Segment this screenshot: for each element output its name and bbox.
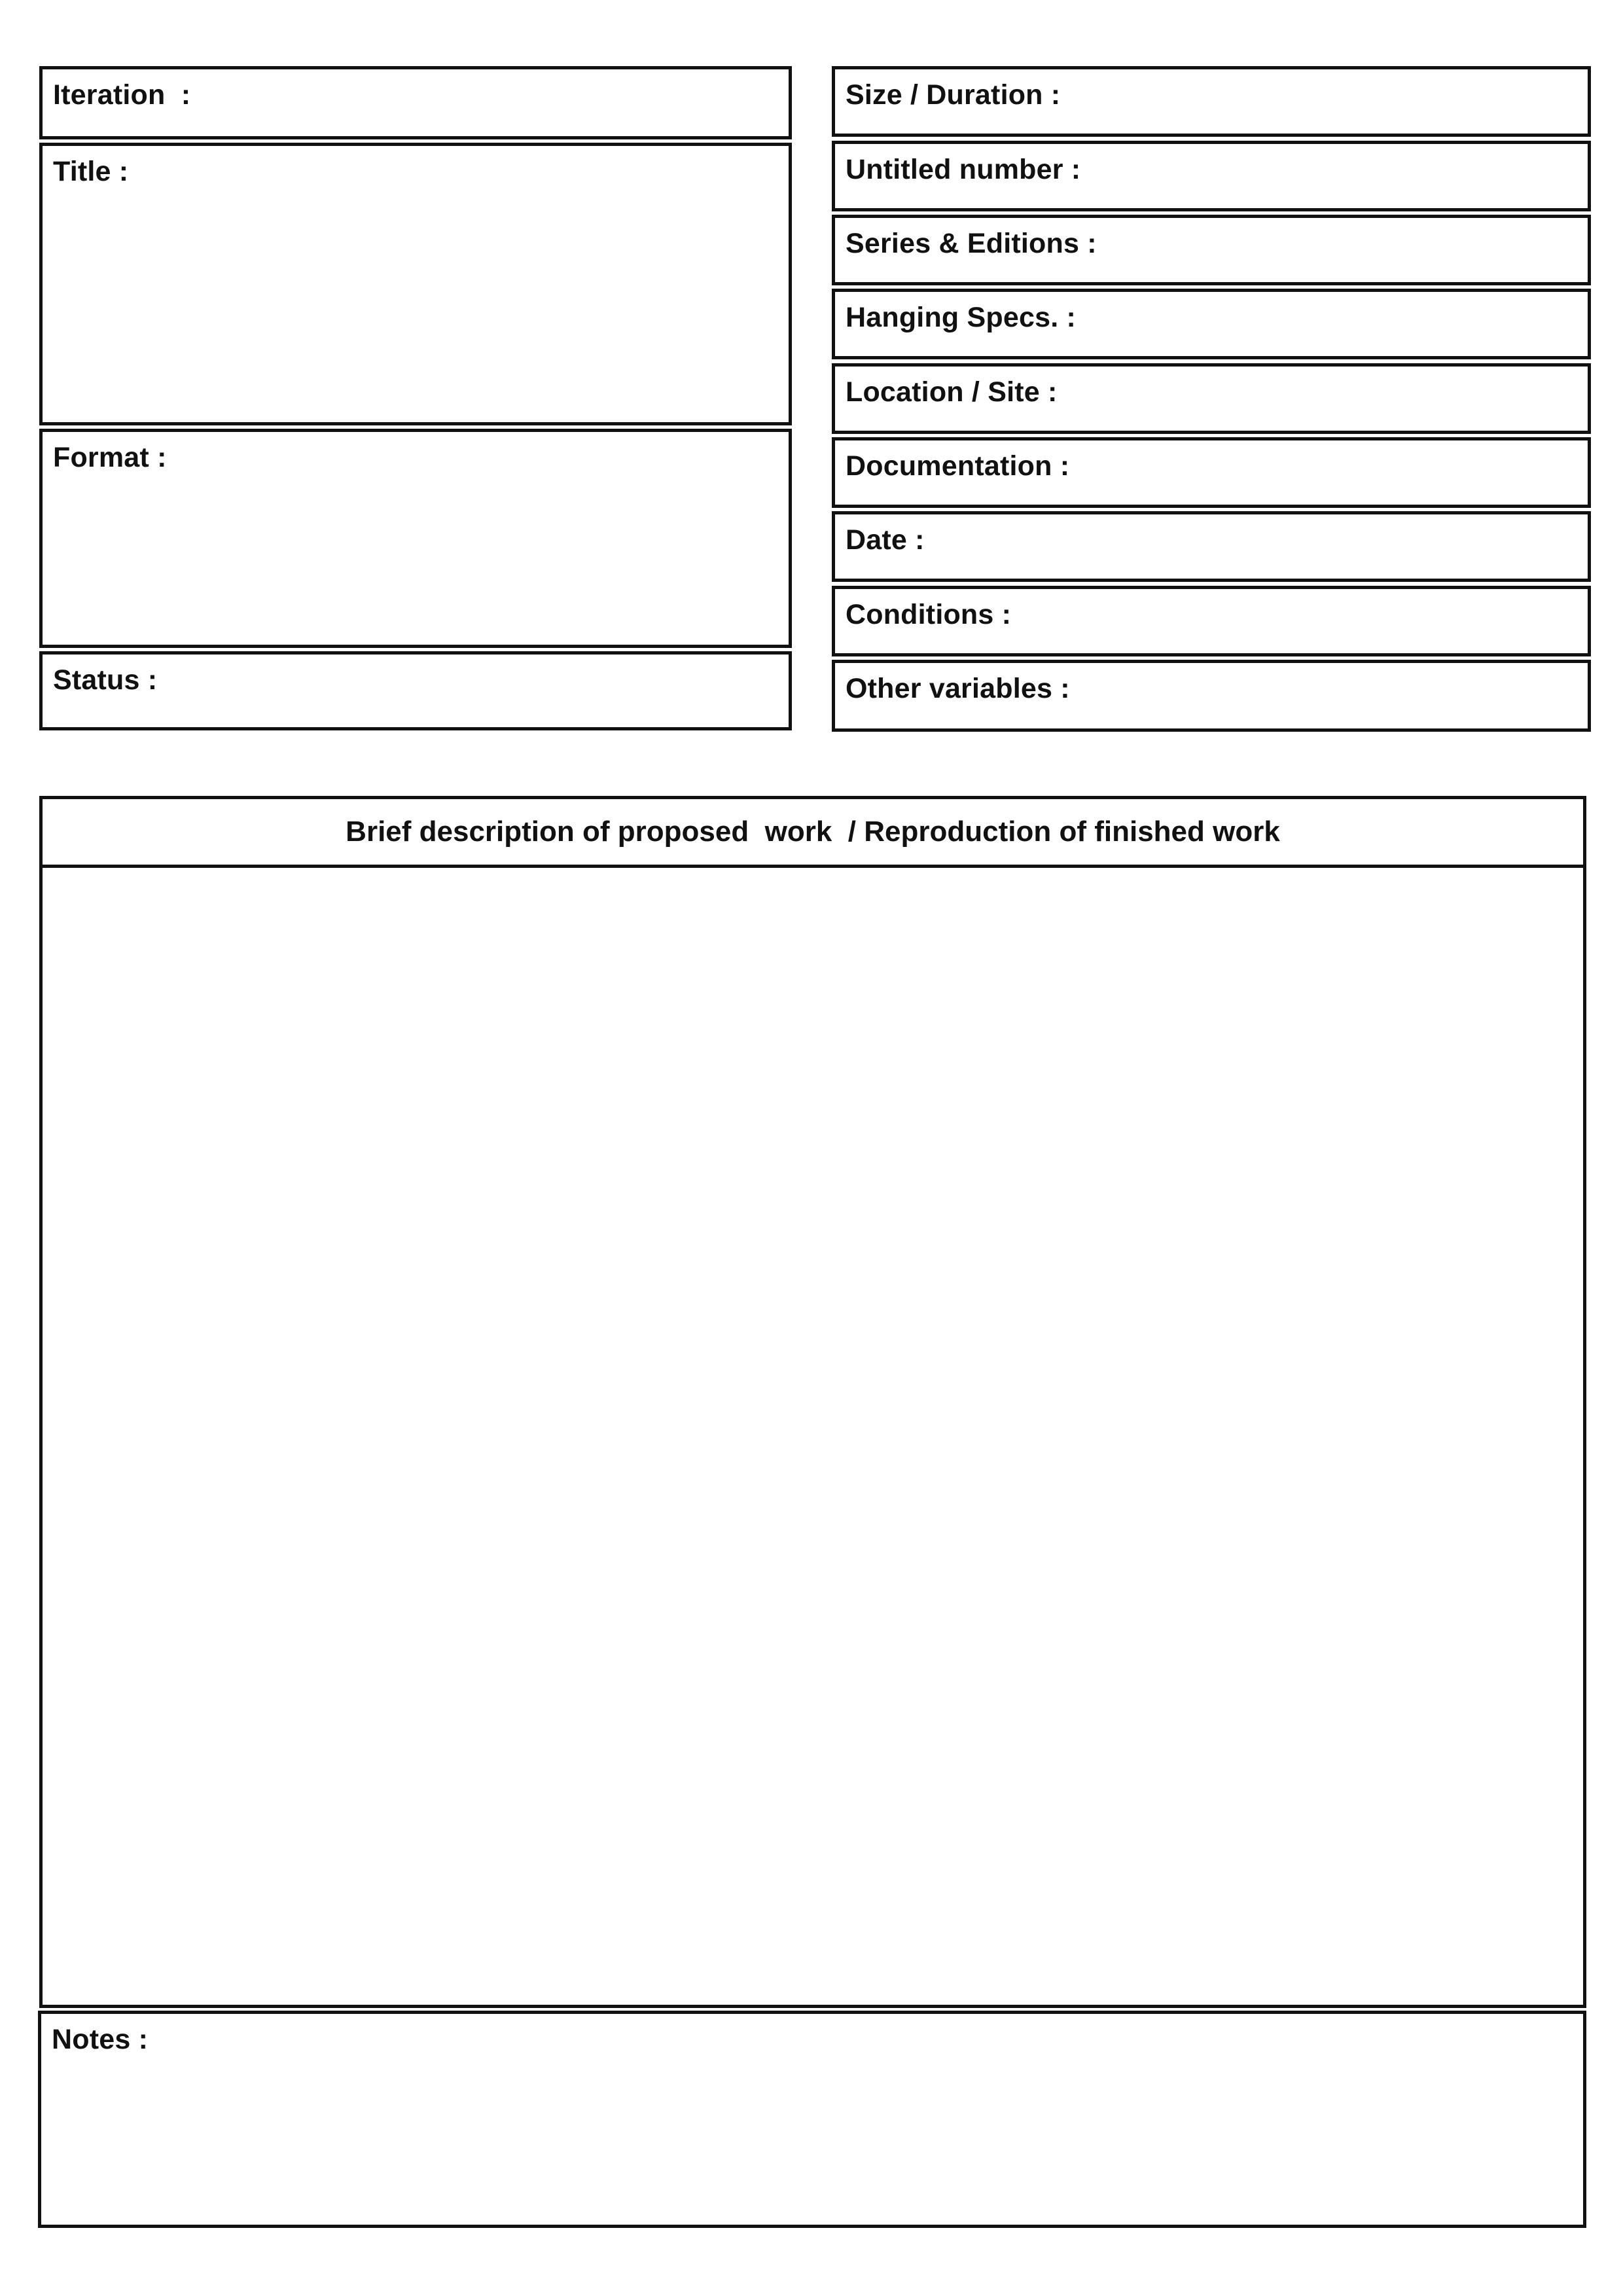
iteration-field[interactable] xyxy=(39,66,792,139)
location-site-label: Location / Site : xyxy=(846,376,1058,408)
series-editions-field[interactable] xyxy=(832,215,1591,285)
other-variables-label: Other variables : xyxy=(846,673,1070,704)
conditions-field[interactable] xyxy=(832,586,1591,656)
untitled-number-field[interactable] xyxy=(832,141,1591,211)
format-label: Format : xyxy=(53,442,167,473)
format-field[interactable] xyxy=(39,429,792,648)
iteration-label: Iteration : xyxy=(53,79,191,111)
notes-field[interactable] xyxy=(38,2011,1586,2228)
series-editions-label: Series & Editions : xyxy=(846,228,1097,259)
untitled-number-label: Untitled number : xyxy=(846,154,1081,185)
title-field[interactable] xyxy=(39,143,792,425)
other-variables-field[interactable] xyxy=(832,660,1591,732)
hanging-specs-label: Hanging Specs. : xyxy=(846,302,1077,333)
description-header xyxy=(43,799,1583,868)
size-duration-label: Size / Duration : xyxy=(846,79,1061,111)
status-field[interactable] xyxy=(39,651,792,730)
documentation-field[interactable] xyxy=(832,437,1591,508)
description-header-text: Brief description of proposed work / Reproduction of finished work xyxy=(346,816,1280,848)
date-field[interactable] xyxy=(832,511,1591,582)
notes-label: Notes : xyxy=(52,2024,149,2055)
description-area[interactable] xyxy=(43,868,1583,2005)
date-label: Date : xyxy=(846,524,925,556)
location-site-field[interactable] xyxy=(832,363,1591,434)
status-label: Status : xyxy=(53,664,158,696)
size-duration-field[interactable] xyxy=(832,66,1591,137)
hanging-specs-field[interactable] xyxy=(832,289,1591,359)
conditions-label: Conditions : xyxy=(846,599,1012,630)
documentation-label: Documentation : xyxy=(846,450,1070,482)
title-label: Title : xyxy=(53,156,129,187)
description-panel xyxy=(39,796,1586,2008)
